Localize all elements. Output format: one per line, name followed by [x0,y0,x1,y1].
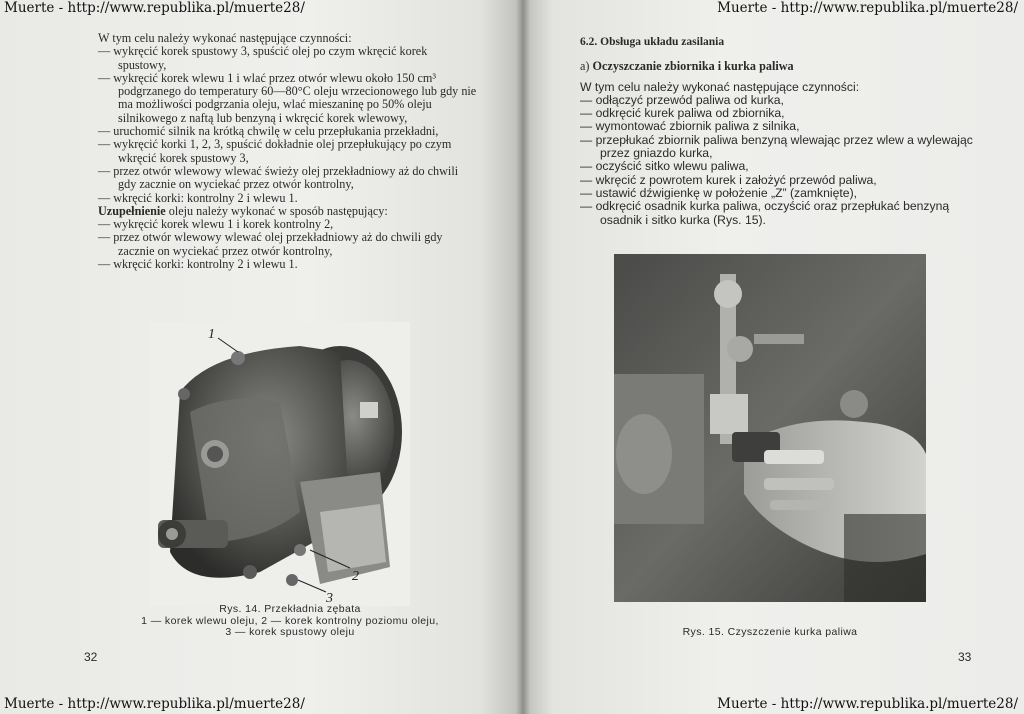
section-heading: 6.2. Obsługa układu zasilania [580,36,725,48]
right-step-5: — oczyścić sitko wlewu paliwa, [580,159,749,174]
left-step-5: — przez otwór wlewowy wlewać świeży olej przekładniowy aż do chwili gdy zacznie on wyciekać przez otwór kontrolny, [98,163,459,192]
figure-label-2: 2 [352,569,359,584]
caption-14-title: Rys. 14. Przekładnia zębata [219,603,361,615]
right-step-3: — wymontować zbiornik paliwa z silnika, [580,119,800,134]
right-page-text [580,36,975,227]
watermark-bottom-right: Muerte - http://www.republika.pl/muerte28/ [717,696,1018,712]
left-page-text [98,32,478,271]
caption-14-line-3: 3 — korek spustowy oleju [225,626,355,638]
supplement-rest: oleju należy wykonać w sposób następujący: [165,203,388,218]
subsection-title: Oczyszczanie zbiornika i kurka paliwa [592,59,794,74]
left-step-3: — uruchomić silnik na krótką chwilę w celu przepłukania przekładni, [98,124,439,139]
left-intro: W tym celu należy wykonać następujące czynności: [98,31,352,45]
right-step-1: — odłączyć przewód paliwa od kurka, [580,92,784,107]
supplement-step-2: — przez otwór wlewowy wlewać olej przekładniowy aż do chwili gdy zacznie on wyciekać przez otwór kontrolny, [98,230,443,258]
figure-14-caption [100,604,480,639]
watermark-top-left: Muerte - http://www.republika.pl/muerte28/ [4,0,305,16]
right-step-2: — odkręcić kurek paliwa od zbiornika, [580,106,785,121]
subsection-prefix: a) [580,59,590,74]
left-step-2: — wykręcić korek wlewu 1 i wlać przez otwór wlewu około 150 cm³ podgrzanego do temperatury 60—80°C oleju wrzecionowego lub gdy nie ma możliwości podgrzania oleju, wlać mieszaninę po 50% oleju silnikowego z naftą lub benzyną i wkręcić korek wlewowy, [98,70,477,125]
supplement-bold: Uzupełnienie [98,203,166,218]
page-number-right: 33 [958,650,972,664]
left-step-1: — wykręcić korek spustowy 3, spuścić olej po czym wkręcić korek spustowy, [98,44,428,72]
book-gutter [516,0,530,714]
supplement-step-3: — wkręcić korki: kontrolny 2 i wlewu 1. [98,257,298,272]
right-step-8: — odkręcić osadnik kurka paliwa, oczyścić oraz przepłukać benzyną osadnik i sitko kurka (Rys. 15). [580,199,950,227]
figure-label-1: 1 [208,327,215,342]
left-step-6: — wkręcić korki: kontrolny 2 i wlewu 1. [98,190,298,205]
gear-transmission-figure [150,322,410,606]
subsection-heading [580,60,975,73]
left-step-4: — wykręcić korki 1, 2, 3, spuścić dokładnie olej przepłukujący po czym wkręcić korek spustowy 3, [98,137,452,165]
fuel-tap-cleaning-photo [614,254,926,602]
right-step-6: — wkręcić z powrotem kurek i założyć przewód paliwa, [580,172,877,187]
watermark-bottom-left: Muerte - http://www.republika.pl/muerte28/ [4,696,305,712]
right-step-4: — przepłukać zbiornik paliwa benzyną wlewając przez wlew a wylewając przez gniazdo kurka, [580,132,973,161]
figure-label-3: 3 [326,591,333,606]
caption-14-line-2: 1 — korek wlewu oleju, 2 — korek kontrolny poziomu oleju, [141,614,439,627]
right-intro: W tym celu należy wykonać następujące czynności: [580,79,860,94]
right-step-7: — ustawić dźwigienkę w położenie „Z” (zamknięte), [580,185,858,200]
page-number-left: 32 [84,650,98,664]
figure-15-caption: Rys. 15. Czyszczenie kurka paliwa [682,626,858,638]
watermark-top-right: Muerte - http://www.republika.pl/muerte28/ [717,0,1018,16]
supplement-step-1: — wykręcić korek wlewu 1 i korek kontrolny 2, [98,217,334,232]
supplement-paragraph [98,205,478,218]
